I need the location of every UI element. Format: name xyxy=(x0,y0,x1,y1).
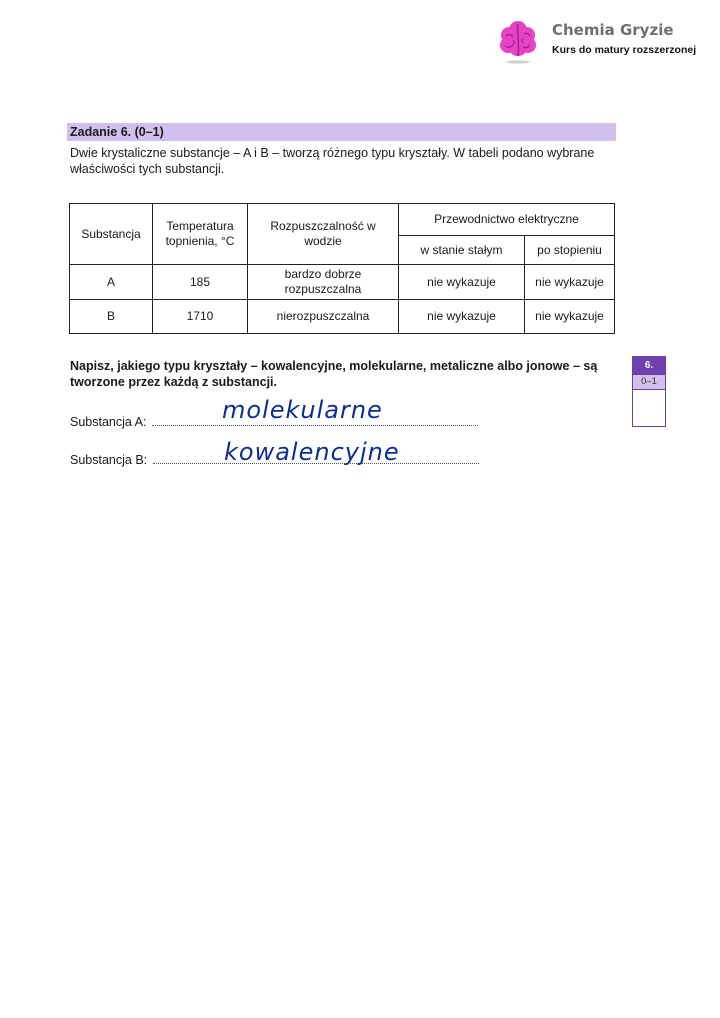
brand-header xyxy=(494,16,720,66)
header-conductivity: Przewodnictwo elektryczne xyxy=(399,204,615,236)
table-row xyxy=(70,300,615,334)
score-task-number: 6. xyxy=(633,357,665,374)
answer-b-handwriting: kowalencyjne xyxy=(224,438,400,466)
answer-a-handwriting: molekularne xyxy=(222,396,383,424)
table-header-row xyxy=(70,204,615,236)
task-question: Napisz, jakiego typu kryształy – kowalencyjne, molekularne, metaliczne albo jonowe – są tworzone przez każdą z substancji. xyxy=(70,359,598,389)
score-entry-field[interactable] xyxy=(633,390,665,427)
header-solubility: Rozpuszczalność w wodzie xyxy=(248,204,399,265)
score-box xyxy=(632,356,666,427)
cell-temperature: 1710 xyxy=(153,300,248,334)
brain-icon xyxy=(494,16,542,64)
task-intro: Dwie krystaliczne substancje – A i B – tworzą różnego typu kryształy. W tabeli podano wybrane właściwości tych substancji. xyxy=(70,146,595,176)
cell-solubility: nierozpuszczalna xyxy=(248,300,399,334)
cell-solid-state: nie wykazuje xyxy=(399,265,525,300)
cell-solubility: bardzo dobrze rozpuszczalna xyxy=(248,265,399,300)
cell-molten: nie wykazuje xyxy=(525,265,615,300)
header-solid-state: w stanie stałym xyxy=(399,236,525,265)
brand-title: Chemia Gryzie xyxy=(552,21,674,39)
answer-b-label: Substancja B: xyxy=(70,453,148,467)
cell-molten: nie wykazuje xyxy=(525,300,615,334)
header-molten: po stopieniu xyxy=(525,236,615,265)
brand-subtitle: Kurs do matury rozszerzonej xyxy=(552,44,697,56)
cell-solid-state: nie wykazuje xyxy=(399,300,525,334)
cell-temperature: 185 xyxy=(153,265,248,300)
header-temperature: Temperatura topnienia, °C xyxy=(153,204,248,265)
properties-table xyxy=(69,203,615,334)
header-substance: Substancja xyxy=(70,204,153,265)
cell-substance: B xyxy=(70,300,153,334)
cell-substance: A xyxy=(70,265,153,300)
answer-a-label: Substancja A: xyxy=(70,415,147,429)
task-header: Zadanie 6. (0–1) xyxy=(67,123,616,141)
table-row xyxy=(70,265,615,300)
score-range: 0–1 xyxy=(633,374,665,390)
